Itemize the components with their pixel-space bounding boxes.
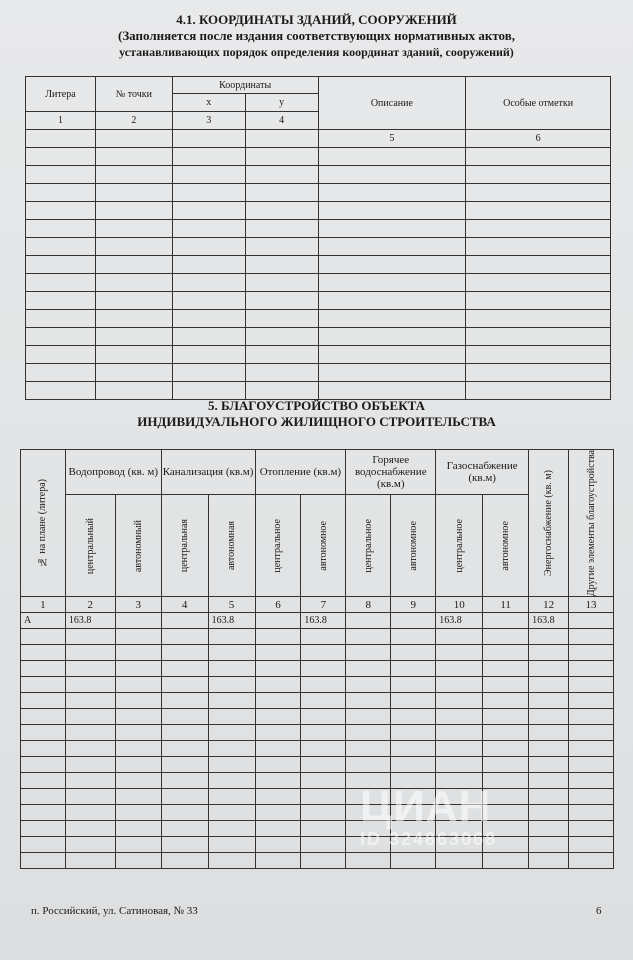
table-row: [26, 256, 611, 274]
header-hotwater-central: центральное: [346, 495, 391, 597]
table-row: [21, 757, 614, 773]
footer-address: п. Российский, ул. Сатиновая, № 33: [31, 905, 198, 917]
table-row: [21, 805, 614, 821]
table-row: [21, 645, 614, 661]
header-gas: Газоснабжение (кв.м): [436, 450, 529, 495]
header-description: Описание: [318, 77, 466, 130]
header-heating-central: центральное: [255, 495, 301, 597]
column-numbers-row: 1 2 3 4 5 6 7 8 9 10 11 12 13: [21, 597, 614, 613]
header-heating-autonomous: автономное: [301, 495, 346, 597]
header-water-autonomous: автономный: [115, 495, 161, 597]
table-row: [21, 853, 614, 869]
cell-energy: 163.8: [529, 613, 569, 629]
cell-gas-central: 163.8: [436, 613, 483, 629]
table-row: [26, 364, 611, 382]
header-water-central: центральный: [65, 495, 115, 597]
table-row: [21, 693, 614, 709]
header-y: y: [245, 94, 318, 112]
table-row: [26, 274, 611, 292]
section5-title-1: 5. БЛАГОУСТРОЙСТВО ОБЪЕКТА: [207, 398, 426, 413]
header-x: x: [172, 94, 245, 112]
cell-heating-autonomous: 163.8: [301, 613, 346, 629]
header-other: Другие элементы благоустройства: [569, 450, 614, 597]
header-point: № точки: [95, 77, 172, 112]
header-hotwater-autonomous: автономное: [391, 495, 436, 597]
table-row: [21, 725, 614, 741]
table-row: [26, 292, 611, 310]
table-row: [26, 328, 611, 346]
watermark-id: ID 324863068: [360, 829, 498, 849]
table-row: [26, 220, 611, 238]
data-row-a: [21, 613, 614, 629]
table-row: [21, 837, 614, 853]
table-row: [26, 382, 611, 400]
header-gas-central: центральное: [436, 495, 483, 597]
colnum-5: 5: [318, 130, 466, 148]
colnum-4: 4: [245, 112, 318, 130]
colnum-1: 1: [26, 112, 96, 130]
header-hotwater: Горячее водоснабжение (кв.м): [346, 450, 436, 495]
colnum-3: 3: [172, 112, 245, 130]
header-heating: Отопление (кв.м): [255, 450, 346, 495]
header-sewer: Канализация (кв.м): [161, 450, 255, 495]
improvement-table: [20, 449, 614, 869]
header-notes: Особые отметки: [466, 77, 611, 130]
table-row: [21, 709, 614, 725]
page-number: 6: [596, 905, 602, 917]
header-energy: Энергоснабжение (кв. м): [529, 450, 569, 597]
table-row: [21, 773, 614, 789]
table-row: [21, 789, 614, 805]
watermark-logo: ЦИАН: [360, 782, 492, 831]
header-coords: Координаты: [172, 77, 318, 94]
header-gas-autonomous: автономное: [483, 495, 529, 597]
colnum-2: 2: [95, 112, 172, 130]
table-row: [26, 184, 611, 202]
table-row: [26, 202, 611, 220]
table-row: [26, 148, 611, 166]
table-row: [26, 310, 611, 328]
table-row: [21, 741, 614, 757]
table-row: [21, 821, 614, 837]
section5-title-2: ИНДИВИДУАЛЬНОГО ЖИЛИЩНОГО СТРОИТЕЛЬСТВА: [137, 414, 496, 429]
section41-subtitle-2: устанавливающих порядок определения координат зданий, сооружений): [119, 45, 514, 59]
coordinates-table: [25, 76, 611, 400]
watermark: [360, 782, 498, 850]
header-sewer-central: центральная: [161, 495, 208, 597]
table-row: [26, 166, 611, 184]
cell-sewer-autonomous: 163.8: [208, 613, 255, 629]
table-row: [21, 629, 614, 645]
cell-litera: А: [21, 613, 66, 629]
header-water: Водопровод (кв. м): [65, 450, 161, 495]
header-plan-no: № на плане (литера): [21, 450, 66, 597]
table-row: [26, 346, 611, 364]
colnum-6: 6: [466, 130, 611, 148]
header-sewer-autonomous: автономная: [208, 495, 255, 597]
table-row: [21, 677, 614, 693]
table-row: [21, 661, 614, 677]
cell-water-central: 163.8: [65, 613, 115, 629]
section41-title: 4.1. КООРДИНАТЫ ЗДАНИЙ, СООРУЖЕНИЙ: [176, 12, 457, 27]
table-row: [26, 238, 611, 256]
section41-subtitle-1: (Заполняется после издания соответствующих нормативных актов,: [117, 28, 515, 43]
header-litera: Литера: [26, 77, 96, 112]
